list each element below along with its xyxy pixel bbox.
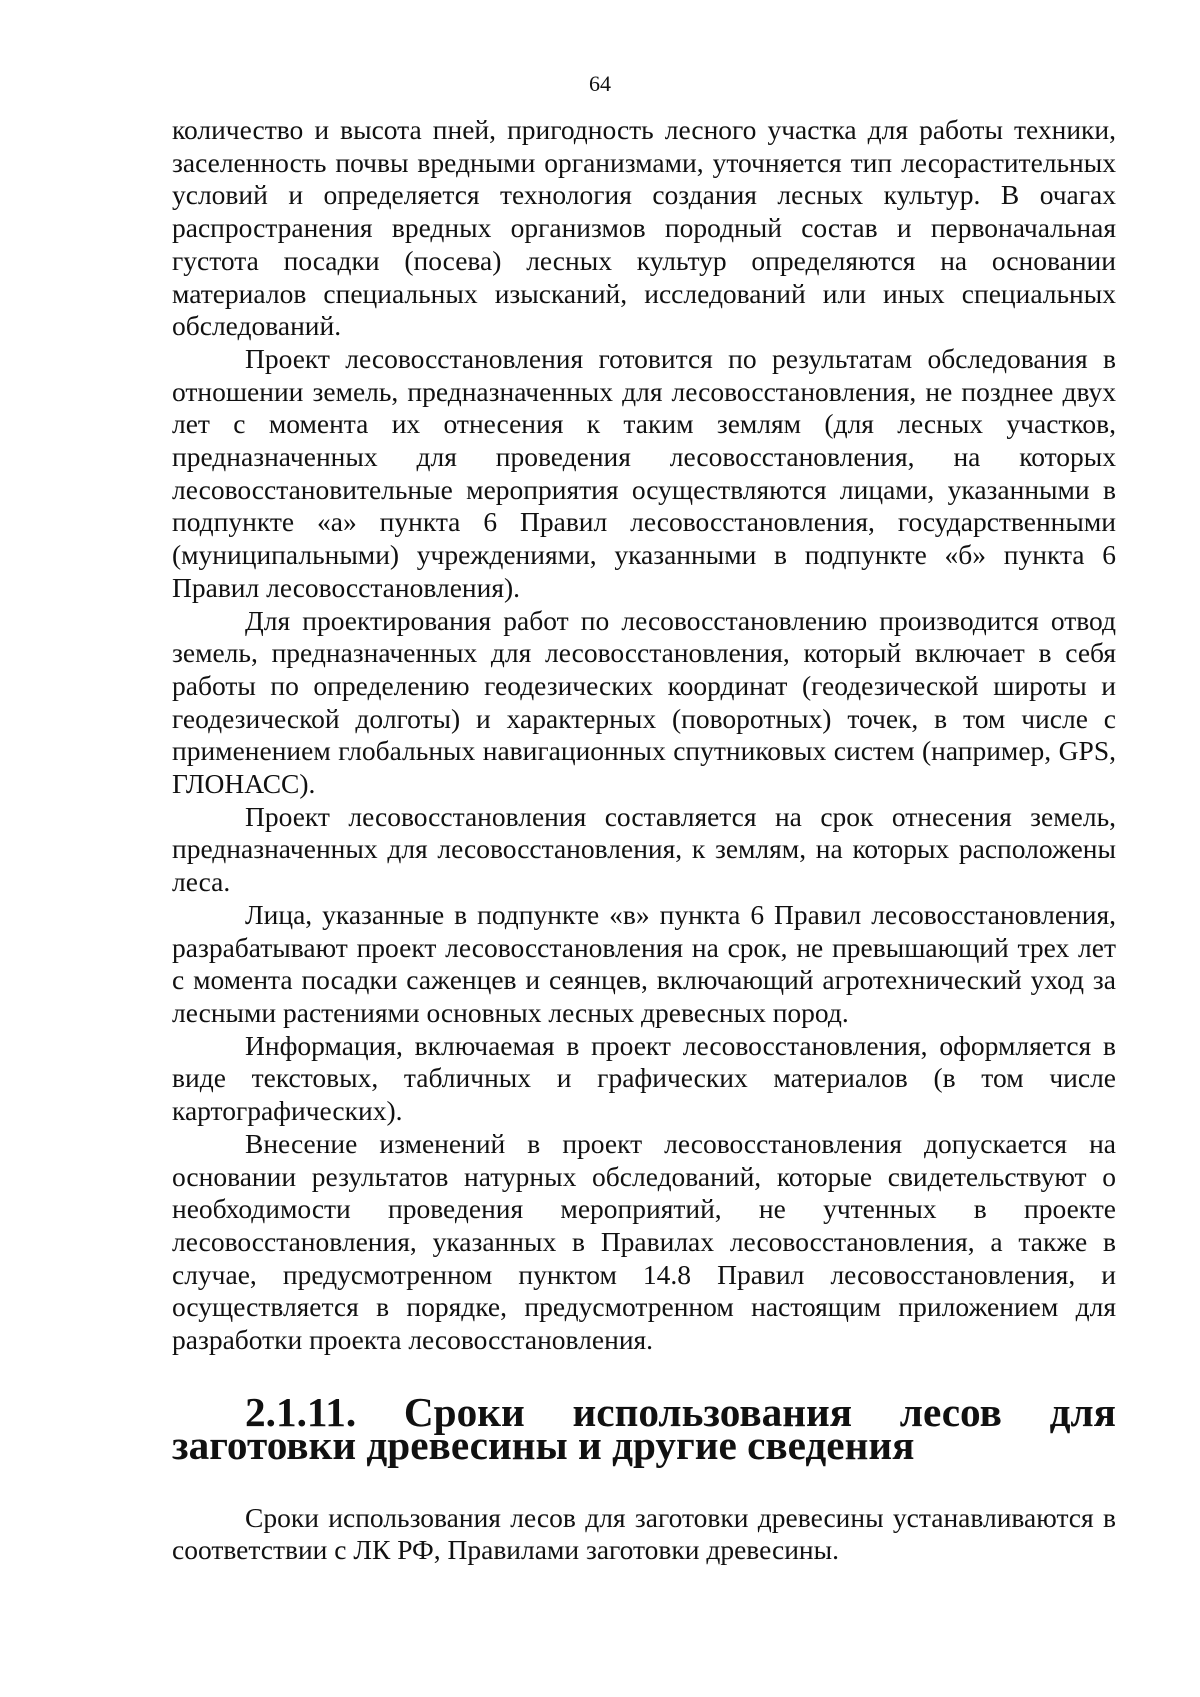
document-body — [172, 114, 1116, 1567]
paragraph-project-information: Информация, включаемая в проект лесовосстановления, оформляется в виде текстовых, табличных и графических материалов (в том числе картографических). — [172, 1029, 1116, 1127]
page-number: 64 — [589, 71, 611, 96]
paragraph-land-allocation: Для проектирования работ по лесовосстановлению производится отвод земель, предназначенных для лесовосстановления, который включает в себя работы по определению геодезических координат (геодезической широты и геодезической долготы) и характерных (поворотных) точек, в том числе с применением глобальных навигационных спутниковых систем (например, GPS, ГЛОНАСС). — [172, 604, 1116, 800]
paragraph-reforestation-project-timing: Проект лесовосстановления готовится по результатам обследования в отношении земель, предназначенных для лесовосстановления, не позднее двух лет с момента их отнесения к таким землям (для лесных участков, предназначенных для проведения лесовосстановления, на которых лесовосстановительные мероприятия осуществляются лицами, указанными в подпункте «а» пункта 6 Правил лесовосстановления, государственными (муниципальными) учреждениями, указанными в подпункте «б» пункта 6 Правил лесовосстановления). — [172, 342, 1116, 603]
paragraph-persons-subpoint-v: Лица, указанные в подпункте «в» пункта 6 Правил лесовосстановления, разрабатывают проект лесовосстановления на срок, не превышающий трех лет с момента посадки саженцев и сеянцев, включающий агротехнический уход за лесными растениями основных лесных древесных пород. — [172, 898, 1116, 1028]
paragraph-project-changes: Внесение изменений в проект лесовосстановления допускается на основании результатов натурных обследований, которые свидетельствуют о необходимости проведения мероприятий, не учтенных в проекте лесовосстановления, указанных в Правилах лесовосстановления, а также в случае, предусмотренном пунктом 14.8 Правил лесовосстановления, и осуществляется в порядке, предусмотренном настоящим приложением для разработки проекта лесовосстановления. — [172, 1127, 1116, 1356]
paragraph-project-term: Проект лесовосстановления составляется на срок отнесения земель, предназначенных для лесовосстановления, к землям, на которых расположены леса. — [172, 800, 1116, 898]
section-body-paragraph: Сроки использования лесов для заготовки древесины устанавливаются в соответствии с ЛК РФ, Правилами заготовки древесины. — [172, 1501, 1116, 1566]
paragraph-continuation: количество и высота пней, пригодность лесного участка для работы техники, заселенность почвы вредными организмами, уточняется тип лесорастительных условий и определяется технология создания лесных культур. В очагах распространения вредных организмов породный состав и первоначальная густота посадки (посева) лесных культур определяются на основании материалов специальных изысканий, исследований или иных специальных обследований. — [172, 114, 1116, 342]
section-heading: 2.1.11. Сроки использования лесов для заготовки древесины и другие сведения — [172, 1388, 1116, 1468]
